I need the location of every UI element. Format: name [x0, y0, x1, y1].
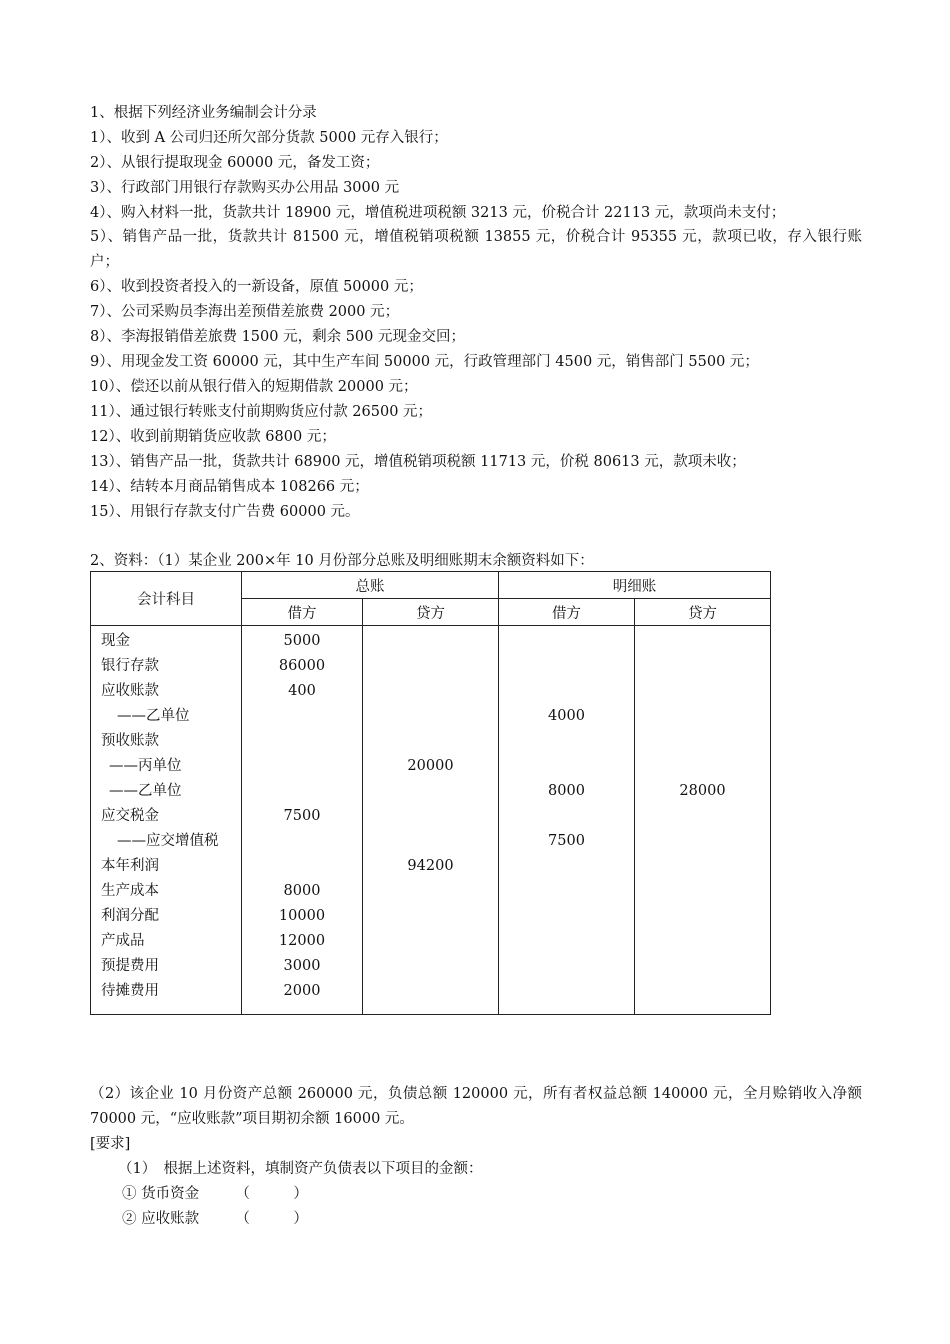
ledger-subject-cell: 应交税金: [101, 808, 159, 824]
ledger-detail-credit-cell: [635, 679, 770, 704]
ledger-subject-cell: 预收账款: [101, 733, 159, 749]
ledger-general-credit-cell: 20000: [407, 758, 454, 774]
header-general-debit: 借方: [242, 599, 363, 626]
ledger-detail-credit-cell: [635, 879, 770, 904]
ledger-general-debit-cell: 400: [288, 683, 316, 699]
q1-item-10: 10）、偿还以前从银行借入的短期借款 20000 元；: [90, 379, 418, 395]
ledger-general-credit-cell: [363, 879, 498, 904]
requirement-label: [要求]: [90, 1136, 131, 1152]
q1-item-8: 8）、李海报销借差旅费 1500 元，剩余 500 元现金交回；: [90, 329, 465, 345]
ledger-subject-cell: ——丙单位: [109, 758, 182, 774]
ledger-detail-debit-cell: [499, 929, 634, 954]
q1-title: 1、根据下列经济业务编制会计分录: [90, 105, 317, 121]
ledger-subject-cell: ——应交增值税: [117, 833, 219, 849]
ledger-detail-credit-cell: [635, 654, 770, 679]
general-debit-column: [242, 626, 363, 1015]
ledger-detail-debit-cell: [499, 679, 634, 704]
header-detail-ledger: 明细账: [499, 572, 771, 599]
fill-receivables: ② 应收账款 （ ）: [122, 1211, 308, 1227]
q2-intro: 2、资料：（1）某企业 200×年 10 月份部分总账及明细账期末余额资料如下：: [90, 553, 594, 569]
ledger-detail-credit-cell: [635, 729, 770, 754]
ledger-detail-debit-cell: [499, 979, 634, 1004]
q1-item-3: 3）、行政部门用银行存款购买办公用品 3000 元: [90, 180, 400, 196]
header-general-credit: 贷方: [363, 599, 499, 626]
q1-item-14: 14）、结转本月商品销售成本 108266 元；: [90, 479, 369, 495]
q1-item-13: 13）、销售产品一批，货款共计 68900 元，增值税销项税额 11713 元，价税 80613 元，款项未收；: [90, 454, 746, 470]
ledger-detail-credit-cell: [635, 904, 770, 929]
ledger-detail-debit-cell: [499, 904, 634, 929]
ledger-general-debit-cell: 86000: [278, 658, 326, 674]
q1-item-9: 9）、用现金发工资 60000 元，其中生产车间 50000 元，行政管理部门 4500 元，销售部门 5500 元；: [90, 354, 759, 370]
header-subject: 会计科目: [91, 572, 242, 626]
ledger-detail-credit-cell: [635, 804, 770, 829]
ledger-general-credit-cell: [363, 679, 498, 704]
ledger-general-credit-cell: [363, 654, 498, 679]
ledger-general-debit-cell: [242, 779, 362, 804]
ledger-general-credit-cell: [363, 929, 498, 954]
ledger-general-debit-cell: [242, 854, 362, 879]
ledger-detail-credit-cell: 28000: [679, 783, 726, 799]
ledger-detail-debit-cell: [499, 804, 634, 829]
ledger-subject-cell: ——乙单位: [117, 708, 190, 724]
ledger-general-debit-cell: 2000: [283, 983, 321, 999]
q1-item-5: 5）、销售产品一批，货款共计 81500 元，增值税销项税额 13855 元，价税合计 95355 元，款项已收，存入银行账户；: [90, 229, 862, 270]
ledger-subject-cell: 利润分配: [101, 908, 159, 924]
header-detail-credit: 贷方: [635, 599, 771, 626]
ledger-subject-cell: 预提费用: [101, 958, 159, 974]
ledger-detail-credit-cell: [635, 954, 770, 979]
ledger-subject-cell: ——乙单位: [109, 783, 182, 799]
ledger-detail-debit-cell: [499, 729, 634, 754]
ledger-general-credit-cell: [363, 829, 498, 854]
detail-credit-column: [635, 626, 771, 1015]
q1-item-2: 2）、从银行提取现金 60000 元，备发工资；: [90, 155, 380, 171]
ledger-subject-cell: 待摊费用: [101, 983, 159, 999]
q1-item-6: 6）、收到投资者投入的一新设备，原值 50000 元；: [90, 279, 423, 295]
q2-part2: （2）该企业 10 月份资产总额 260000 元，负债总额 120000 元，所有者权益总额 140000 元，全月赊销收入净额 70000 元，“应收账款”项目期初余额 16000 元。: [90, 1086, 862, 1127]
subject-column: [91, 626, 242, 1015]
ledger-detail-debit-cell: [499, 854, 634, 879]
ledger-general-credit-cell: [363, 779, 498, 804]
header-general-ledger: 总账: [242, 572, 499, 599]
ledger-general-debit-cell: [242, 754, 362, 779]
general-credit-column: [363, 626, 499, 1015]
ledger-detail-debit-cell: [499, 654, 634, 679]
ledger-general-credit-cell: [363, 954, 498, 979]
ledger-general-credit-cell: [363, 804, 498, 829]
ledger-general-debit-cell: 3000: [283, 958, 321, 974]
ledger-subject-cell: 银行存款: [101, 658, 159, 674]
ledger-general-debit-cell: 8000: [283, 883, 321, 899]
ledger-detail-debit-cell: [499, 879, 634, 904]
q1-item-7: 7）、公司采购员李海出差预借差旅费 2000 元；: [90, 304, 400, 320]
ledger-subject-cell: 生产成本: [101, 883, 159, 899]
ledger-general-debit-cell: 7500: [283, 808, 321, 824]
ledger-general-debit-cell: 5000: [283, 633, 321, 649]
ledger-detail-debit-cell: [499, 754, 634, 779]
ledger-general-debit-cell: [242, 704, 362, 729]
ledger-general-credit-cell: [363, 979, 498, 1004]
ledger-detail-credit-cell: [635, 829, 770, 854]
ledger-general-credit-cell: [363, 729, 498, 754]
ledger-general-debit-cell: 12000: [278, 933, 326, 949]
ledger-general-credit-cell: [363, 904, 498, 929]
ledger-detail-debit-cell: [499, 629, 634, 654]
ledger-table: [90, 571, 771, 1015]
ledger-detail-credit-cell: [635, 854, 770, 879]
header-detail-debit: 借方: [499, 599, 635, 626]
ledger-subject-cell: 产成品: [101, 933, 145, 949]
ledger-detail-credit-cell: [635, 929, 770, 954]
q1-item-4: 4）、购入材料一批，货款共计 18900 元，增值税进项税额 3213 元，价税合计 22113 元，款项尚未支付；: [90, 205, 786, 221]
ledger-general-debit-cell: [242, 729, 362, 754]
ledger-detail-credit-cell: [635, 704, 770, 729]
ledger-detail-debit-cell: [499, 954, 634, 979]
q1-item-12: 12）、收到前期销货应收款 6800 元；: [90, 429, 336, 445]
ledger-subject-cell: 应收账款: [101, 683, 159, 699]
ledger-detail-debit-cell: 4000: [548, 708, 585, 724]
detail-debit-column: [499, 626, 635, 1015]
ledger-subject-cell: 本年利润: [101, 858, 159, 874]
q1-item-11: 11）、通过银行转账支付前期购货应付款 26500 元；: [90, 404, 433, 420]
ledger-detail-debit-cell: 7500: [548, 833, 585, 849]
ledger-detail-credit-cell: [635, 629, 770, 654]
q1-item-15: 15）、用银行存款支付广告费 60000 元。: [90, 504, 360, 520]
ledger-general-debit-cell: 10000: [278, 908, 326, 924]
ledger-general-debit-cell: [242, 829, 362, 854]
ledger-detail-credit-cell: [635, 754, 770, 779]
ledger-general-credit-cell: [363, 704, 498, 729]
ledger-general-credit-cell: 94200: [407, 858, 454, 874]
ledger-detail-debit-cell: 8000: [548, 783, 585, 799]
ledger-subject-cell: 现金: [101, 633, 130, 649]
fill-cash: ① 货币资金 （ ）: [122, 1186, 308, 1202]
ledger-detail-credit-cell: [635, 979, 770, 1004]
requirement-1: （1） 根据上述资料，填制资产负债表以下项目的金额：: [118, 1161, 483, 1177]
ledger-general-credit-cell: [363, 629, 498, 654]
q1-item-1: 1）、收到 A 公司归还所欠部分货款 5000 元存入银行；: [90, 130, 448, 146]
